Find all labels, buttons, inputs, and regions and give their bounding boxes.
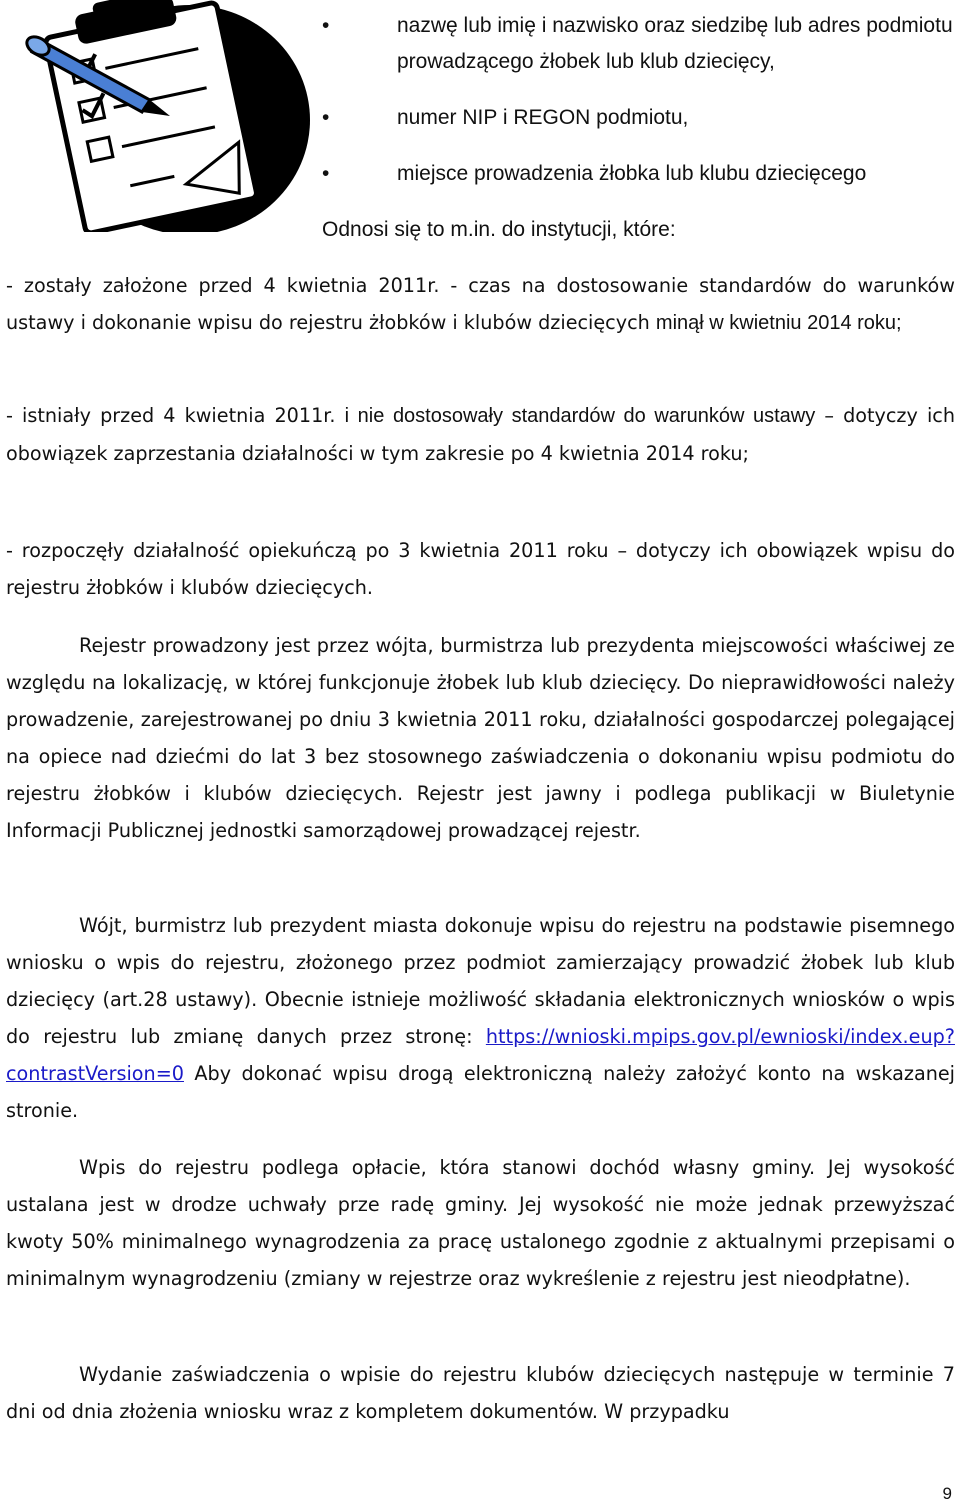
register-paragraph: Rejestr prowadzony jest przez wójta, burmistrza lub prezydenta miejscowości właściwej ze względu na lokalizację, w której funkcjonuje żłobek lub klub dziecięcy. Do nieprawidłowości należy prowadzenie, zarejestrowanej po dniu 3 kwietnia 2011 roku, działalności gospodarczej polegającej na opiece nad dziećmi do lat 3 bez stosownego zaświadczenia o dokonaniu wpisu podmiotu do rejestru żłobków i klubów dziecięcych. Rejestr jest jawny i podlega publikacji w Biuletynie Informacji Publicznej jednostki samorządowej prowadzącej rejestr. <box>6 634 955 842</box>
application-text-end: Aby dokonać wpisu drogą elektroniczną należy założyć konto na wskazanej stronie. <box>6 1062 955 1122</box>
ewnioski-link[interactable]: https://wnioski.mpips.gov.pl/ewnioski/index.eup?contrastVersion=0 <box>6 1025 955 1085</box>
list-item-text: numer NIP i REGON podmiotu, <box>397 106 689 129</box>
list-item <box>322 8 956 80</box>
certificate-paragraph: Wydanie zaświadczenia o wpisie do rejestru klubów dziecięcych następuje w terminie 7 dni od dnia złożenia wniosku wraz z kompletem dokumentów. W przypadku <box>6 1363 955 1423</box>
fee-paragraph: Wpis do rejestru podlega opłacie, która stanowi dochód własny gminy. Jej wysokość ustalana jest w drodze uchwały prze radę gminy. Jej wysokość nie może jednak przewyższać kwoty 50% minimalnego wynagrodzenia za pracę ustalonego zgodnie z aktualnymi przepisami o minimalnym wynagrodzeniu (zmiany w rejestrze oraz wykreślenie z rejestru jest nieodpłatne). <box>6 1156 955 1290</box>
bullet-icon: • <box>322 162 330 185</box>
case-founded-text: - zostały założone przed 4 kwietnia 2011r. - czas na dostosowanie standardów do warunków ustawy i dokonanie wpisu do rejestru żłobków i klubów dziecięcych <box>6 274 955 334</box>
bullet-icon: • <box>322 14 330 37</box>
case-founded-before-paragraph <box>6 267 955 342</box>
application-paragraph <box>6 907 955 1129</box>
case-existed-obligation: – dotyczy ich obowiązek zaprzestania działalności w tym zakresie po 4 kwietnia 2014 roku; <box>6 404 956 465</box>
clipboard-checklist-icon <box>0 0 310 232</box>
case-started-after-paragraph: - rozpoczęły działalność opiekuńczą po 3 kwietnia 2011 roku – dotyczy ich obowiązek wpisu do rejestru żłobków i klubów dziecięcych. <box>6 539 955 599</box>
intro-text: Odnosi się to m.in. do instytucji, które: <box>322 218 676 241</box>
case-existed-standards: i nie dostosowały standardów do warunków ustawy <box>344 405 816 427</box>
list-item-text: miejsce prowadzenia żłobka lub klubu dziecięcego <box>397 162 867 185</box>
case-founded-deadline: minął w kwietniu 2014 roku; <box>655 312 902 334</box>
page-number: 9 <box>942 1484 952 1503</box>
bullet-icon: • <box>322 106 330 129</box>
list-item-text: nazwę lub imię i nazwisko oraz siedzibę lub adres podmiotu prowadzącego żłobek lub klub dziecięcy, <box>397 14 953 73</box>
application-text: Wójt, burmistrz lub prezydent miasta dokonuje wpisu do rejestru na podstawie pisemnego wniosku o wpis do rejestru, złożonego przez podmiot zamierzający prowadzić żłobek lub klub dziecięcy (art.28 ustawy). Obecnie istnieje możliwość składania elektronicznych wniosków o wpis do rejestru lub zmianę danych przez stronę: <box>6 914 955 1048</box>
case-existed-before-paragraph <box>6 397 955 472</box>
case-existed-text: - istniały przed 4 kwietnia 2011r. <box>6 404 336 427</box>
list-item <box>322 100 956 136</box>
list-item <box>322 156 956 192</box>
requirements-list <box>322 8 956 212</box>
